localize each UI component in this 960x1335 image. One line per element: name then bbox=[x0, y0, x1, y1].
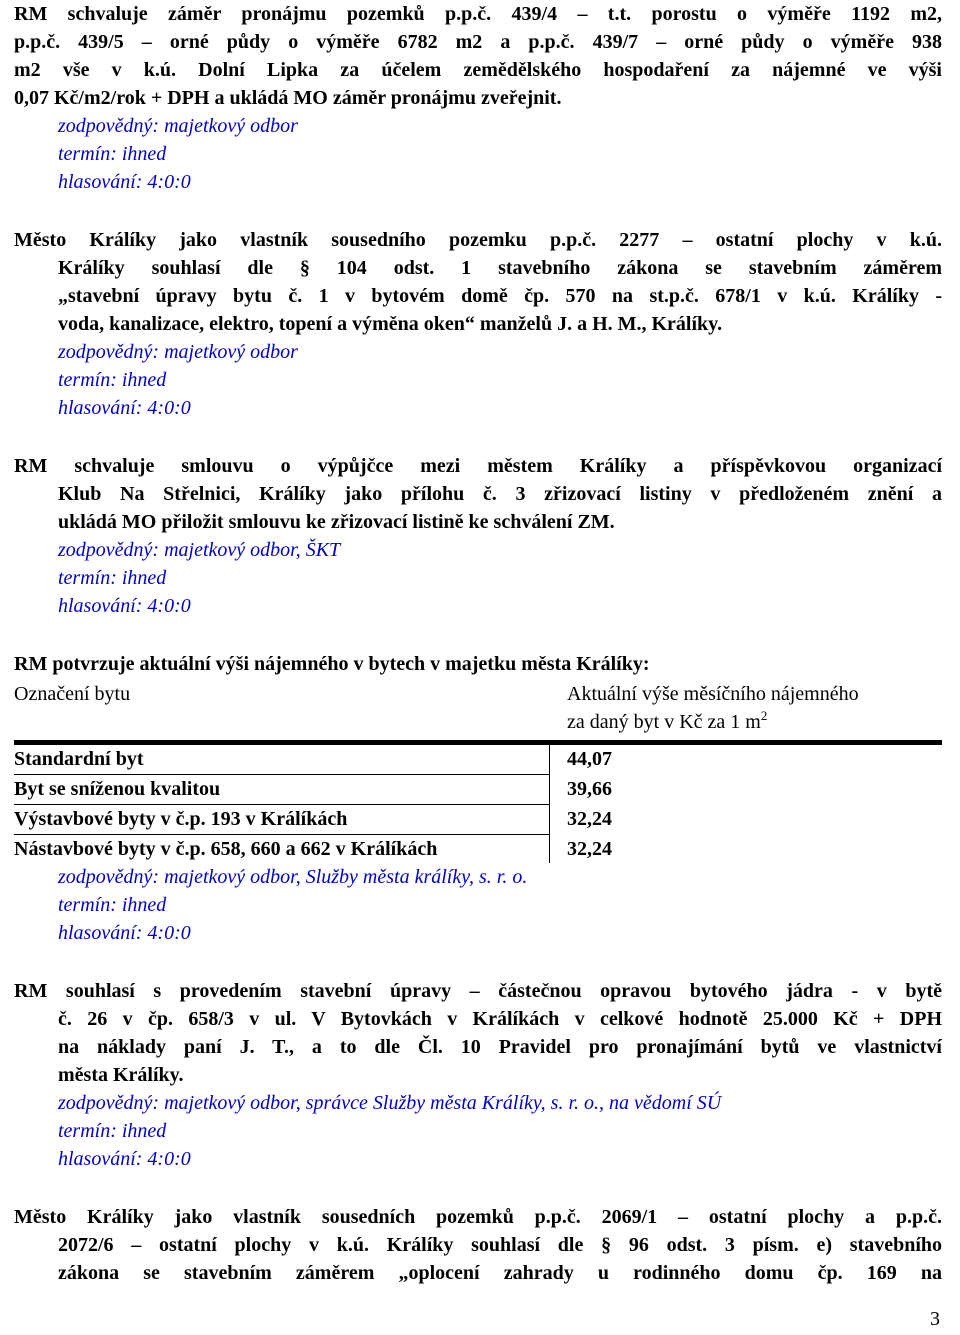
table-row-label: Byt se sníženou kvalitou bbox=[14, 778, 221, 800]
resolution-2-vote: hlasování: 4:0:0 bbox=[58, 397, 191, 419]
page-number: 3 bbox=[930, 1308, 940, 1330]
resolution-1-deadline: termín: ihned bbox=[58, 143, 167, 165]
resolution-4-line-1: RM potvrzuje aktuální výši nájemného v bytech v majetku města Králíky: bbox=[14, 653, 650, 675]
resolution-6-line-3: zákona se stavebním záměrem „oplocení zahrady u rodinného domu čp. 169 na bbox=[58, 1262, 942, 1284]
resolution-5-vote: hlasování: 4:0:0 bbox=[58, 1148, 191, 1170]
resolution-3-line-3: ukládá MO přiložit smlouvu ke zřizovací listině ke schválení ZM. bbox=[58, 511, 615, 533]
resolution-1-line-4: 0,07 Kč/m2/rok + DPH a ukládá MO záměr pronájmu zveřejnit. bbox=[14, 87, 562, 109]
table-header-right-1: Aktuální výše měsíčního nájemného bbox=[567, 683, 859, 705]
resolution-1-responsible: zodpovědný: majetkový odbor bbox=[58, 115, 298, 137]
resolution-5-deadline: termín: ihned bbox=[58, 1120, 167, 1142]
resolution-4-deadline: termín: ihned bbox=[58, 894, 167, 916]
table-header-rule bbox=[14, 740, 942, 745]
resolution-2-deadline: termín: ihned bbox=[58, 369, 167, 391]
table-row-value: 44,07 bbox=[567, 748, 612, 770]
resolution-1-vote: hlasování: 4:0:0 bbox=[58, 171, 191, 193]
resolution-3-line-2: Klub Na Střelnici, Králíky jako přílohu č. 3 zřizovací listiny v předloženém znění a bbox=[58, 483, 942, 505]
table-row-value: 39,66 bbox=[567, 778, 612, 800]
resolution-5-line-2: č. 26 v čp. 658/3 v ul. V Bytovkách v Králíkách v celkové hodnotě 25.000 Kč + DPH bbox=[58, 1008, 942, 1030]
resolution-1-line-1: RM schvaluje záměr pronájmu pozemků p.p.č. 439/4 – t.t. porostu o výměře 1192 m2, bbox=[14, 3, 942, 25]
resolution-4-responsible: zodpovědný: majetkový odbor, Služby města králíky, s. r. o. bbox=[58, 866, 528, 888]
resolution-2-line-1: Město Králíky jako vlastník sousedního pozemku p.p.č. 2277 – ostatní plochy v k.ú. bbox=[14, 229, 942, 251]
resolution-2-line-4: voda, kanalizace, elektro, topení a výměna oken“ manželů J. a H. M., Králíky. bbox=[58, 313, 723, 335]
resolution-6-line-2: 2072/6 – ostatní plochy v k.ú. Králíky souhlasí dle § 96 odst. 3 písm. e) stavebního bbox=[58, 1234, 942, 1256]
resolution-6-line-1: Město Králíky jako vlastník sousedních pozemků p.p.č. 2069/1 – ostatní plochy a p.p.č. bbox=[14, 1206, 942, 1228]
resolution-1-line-3: m2 vše v k.ú. Dolní Lipka za účelem zemědělského hospodaření za nájemné ve výši bbox=[14, 59, 942, 81]
resolution-1-line-2: p.p.č. 439/5 – orné půdy o výměře 6782 m2 a p.p.č. 439/7 – orné půdy o výměře 938 bbox=[14, 31, 942, 53]
table-column-separator bbox=[549, 745, 550, 863]
table-row-label: Standardní byt bbox=[14, 748, 144, 770]
table-row-value: 32,24 bbox=[567, 838, 612, 860]
resolution-5-line-1: RM souhlasí s provedením stavební úpravy – částečnou opravou bytového jádra - v bytě bbox=[14, 980, 942, 1002]
resolution-5-line-4: města Králíky. bbox=[58, 1064, 184, 1086]
resolution-3-responsible: zodpovědný: majetkový odbor, ŠKT bbox=[58, 539, 341, 561]
resolution-5-line-3: na náklady paní J. T., a to dle Čl. 10 Pravidel pro pronajímání bytů ve vlastnictví bbox=[58, 1036, 942, 1058]
resolution-3-vote: hlasování: 4:0:0 bbox=[58, 595, 191, 617]
table-row-label: Výstavbové byty v č.p. 193 v Králíkách bbox=[14, 808, 348, 830]
resolution-5-responsible: zodpovědný: majetkový odbor, správce Služby města Králíky, s. r. o., na vědomí SÚ bbox=[58, 1092, 722, 1114]
table-row-label: Nástavbové byty v č.p. 658, 660 a 662 v Králíkách bbox=[14, 838, 438, 860]
table-header-left: Označení bytu bbox=[14, 683, 131, 705]
superscript-two: 2 bbox=[760, 708, 768, 723]
resolution-3-deadline: termín: ihned bbox=[58, 567, 167, 589]
resolution-4-vote: hlasování: 4:0:0 bbox=[58, 922, 191, 944]
resolution-2-line-2: Králíky souhlasí dle § 104 odst. 1 stavebního zákona se stavebním záměrem bbox=[58, 257, 942, 279]
resolution-2-line-3: „stavební úpravy bytu č. 1 v bytovém domě čp. 570 na st.p.č. 678/1 v k.ú. Králíky - bbox=[58, 285, 942, 307]
resolution-3-line-1: RM schvaluje smlouvu o výpůjčce mezi městem Králíky a příspěvkovou organizací bbox=[14, 455, 942, 477]
table-header-right-2: za daný byt v Kč za 1 $m^2$ bbox=[567, 708, 768, 733]
resolution-2-responsible: zodpovědný: majetkový odbor bbox=[58, 341, 298, 363]
table-row-value: 32,24 bbox=[567, 808, 612, 830]
